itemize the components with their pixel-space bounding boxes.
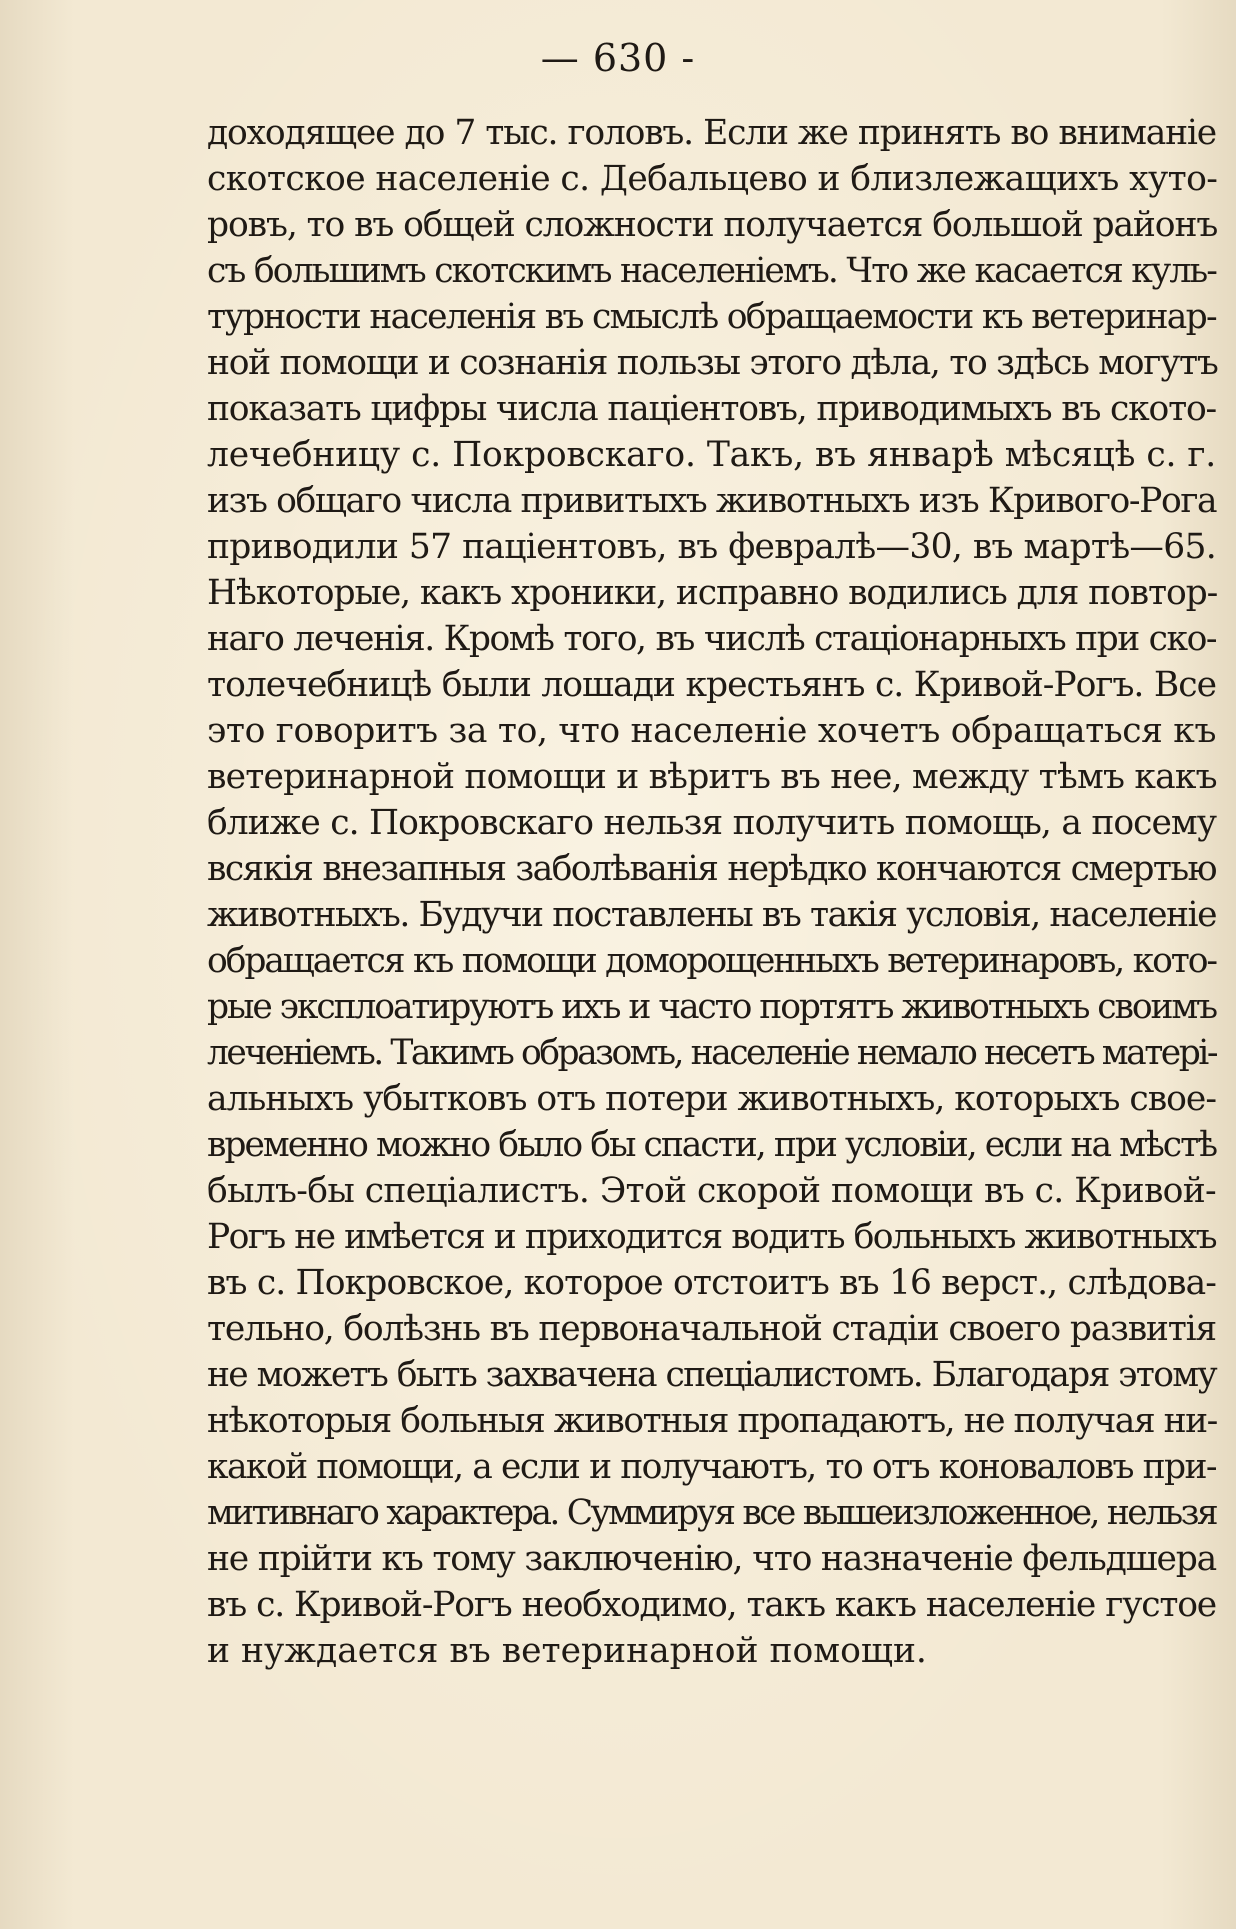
text-line: ной помощи и сознанія пользы этого дѣла, то здѣсь могутъ <box>207 343 1218 383</box>
text-line: съ большимъ скотскимъ населеніемъ. Что же касается куль- <box>207 251 1216 291</box>
text-line: животныхъ. Будучи поставлены въ такія условія, населеніе <box>207 895 1216 935</box>
text-line: Рогъ не имѣется и приходится водить больныхъ животныхъ <box>207 1217 1216 1257</box>
text-line: въ с. Кривой-Рогъ необходимо, такъ какъ населеніе густое <box>207 1585 1216 1625</box>
text-line: всякія внезапныя заболѣванія нерѣдко кончаются смертью <box>207 849 1216 889</box>
text-line: ближе с. Покровскаго нельзя получить помощь, а посему <box>207 803 1216 843</box>
text-line: митивнаго характера. Суммируя все вышеизложенное, нельзя <box>207 1493 1216 1533</box>
text-line: скотское населеніе с. Дебальцево и близлежащихъ хуто- <box>207 159 1218 199</box>
text-line: турности населенія въ смыслѣ обращаемости къ ветеринар- <box>207 297 1216 337</box>
text-line: толечебницѣ были лошади крестьянъ с. Кривой-Рогъ. Все <box>207 665 1216 705</box>
page-number: — 630 - <box>540 36 696 80</box>
text-line: не можетъ быть захвачена спеціалистомъ. Благодаря этому <box>207 1355 1216 1395</box>
text-line: ровъ, то въ общей сложности получается большой районъ <box>207 205 1218 245</box>
text-line: рые эксплоатируютъ ихъ и часто портятъ животныхъ своимъ <box>207 987 1216 1027</box>
text-line: лечебницу с. Покровскаго. Такъ, въ январѣ мѣсяцѣ с. г. <box>207 435 1216 475</box>
text-line: это говоритъ за то, что населеніе хочетъ обращаться къ <box>207 711 1216 751</box>
text-line: изъ общаго числа привитыхъ животныхъ изъ Кривого-Рога <box>207 481 1217 521</box>
text-line: альныхъ убытковъ отъ потери животныхъ, которыхъ свое- <box>207 1079 1216 1119</box>
text-line-final: и нуждается въ ветеринарной помощи. <box>207 1631 927 1671</box>
text-line: приводили 57 паціентовъ, въ февралѣ—30, въ мартѣ—65. <box>207 527 1216 567</box>
text-line: ветеринарной помощи и вѣритъ въ нее, между тѣмъ какъ <box>207 757 1217 797</box>
text-line: былъ-бы спеціалистъ. Этой скорой помощи въ с. Кривой- <box>207 1171 1216 1211</box>
text-line: Нѣкоторые, какъ хроники, исправно водились для повтор- <box>207 573 1218 613</box>
text-line: нѣкоторыя больныя животныя пропадаютъ, не получая ни- <box>207 1401 1217 1441</box>
text-line: обращается къ помощи доморощенныхъ ветеринаровъ, кото- <box>207 941 1216 981</box>
text-line: въ с. Покровское, которое отстоитъ въ 16 верст., слѣдова- <box>207 1263 1216 1303</box>
text-line: леченіемъ. Такимъ образомъ, населеніе немало несетъ матері- <box>207 1033 1216 1073</box>
text-line: не прійти къ тому заключенію, что назначеніе фельдшера <box>207 1539 1217 1579</box>
text-line: какой помощи, а если и получаютъ, то отъ коноваловъ при- <box>207 1447 1216 1487</box>
text-line: временно можно было бы спасти, при условіи, если на мѣстѣ <box>207 1125 1216 1165</box>
text-line: доходящее до 7 тыс. головъ. Если же принять во вниманіе <box>207 113 1216 153</box>
text-line: наго леченія. Кромѣ того, въ числѣ стаціонарныхъ при ско- <box>207 619 1216 659</box>
text-line: тельно, болѣзнь въ первоначальной стадіи своего развитія <box>207 1309 1216 1349</box>
body-text <box>207 110 1216 1674</box>
text-line: показать цифры числа паціентовъ, приводимыхъ въ ското- <box>207 389 1216 429</box>
